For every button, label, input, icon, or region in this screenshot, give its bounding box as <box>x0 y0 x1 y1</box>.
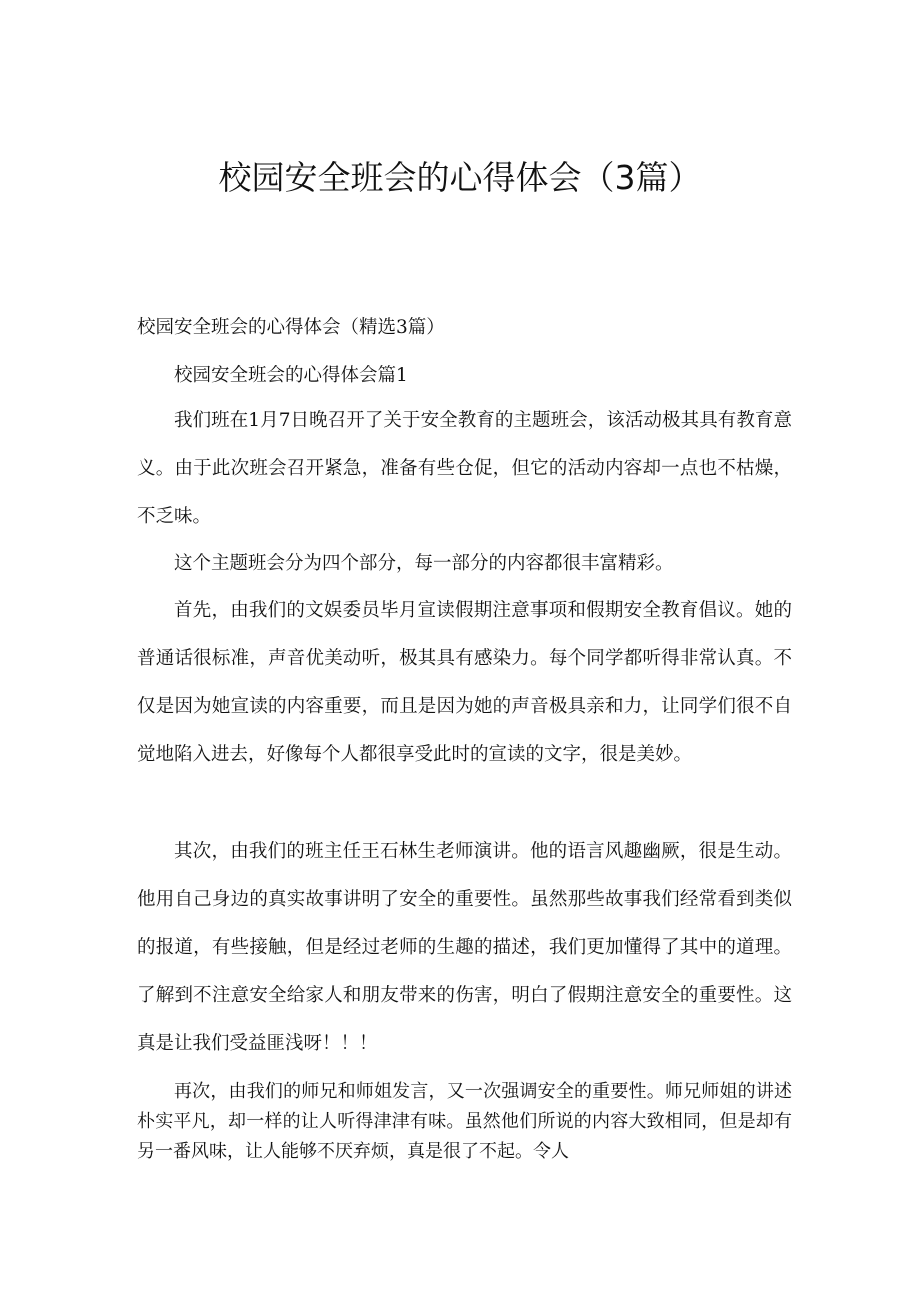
document-subtitle: 校园安全班会的心得体会（精选3篇） <box>137 317 445 338</box>
document-title: 校园安全班会的心得体会（3篇） <box>218 158 702 197</box>
paragraph-1: 我们班在1月7日晚召开了关于安全教育的主题班会，该活动极其具有教育意义。由于此次班会召开紧急，准备有些仓促，但它的活动内容却一点也不枯燥，不乏味。 <box>137 410 792 527</box>
paragraph-3: 首先，由我们的文娱委员毕月宣读假期注意事项和假期安全教育倡议。她的普通话很标准，声音优美动听，极其具有感染力。每个同学都听得非常认真。不仅是因为她宣读的内容重要，而且是因为她的声音极具亲和力，让同学们很不自觉地陷入进去，好像每个人都很享受此时的宣读的文字，很是美妙。 <box>137 600 792 765</box>
paragraph-5: 再次，由我们的师兄和师姐发言，又一次强调安全的重要性。师兄师姐的讲述朴实平凡，却一样的让人听得津津有味。虽然他们所说的内容大致相同，但是却有另一番风味，让人能够不厌弃烦，真是很了不起。令人 <box>137 1081 792 1162</box>
paragraph-4: 其次，由我们的班主任王石林生老师演讲。他的语言风趣幽厥，很是生动。他用自己身边的真实故事讲明了安全的重要性。虽然那些故事我们经常看到类似的报道，有些接触，但是经过老师的生趣的描述，我们更加懂得了其中的道理。了解到不注意安全给家人和朋友带来的伤害，明白了假期注意安全的重要性。这真是让我们受益匪浅呀！！！ <box>137 841 792 1054</box>
section-heading: 校园安全班会的心得体会篇1 <box>174 365 408 386</box>
paragraph-2: 这个主题班会分为四个部分，每一部分的内容都很丰富精彩。 <box>174 553 674 574</box>
